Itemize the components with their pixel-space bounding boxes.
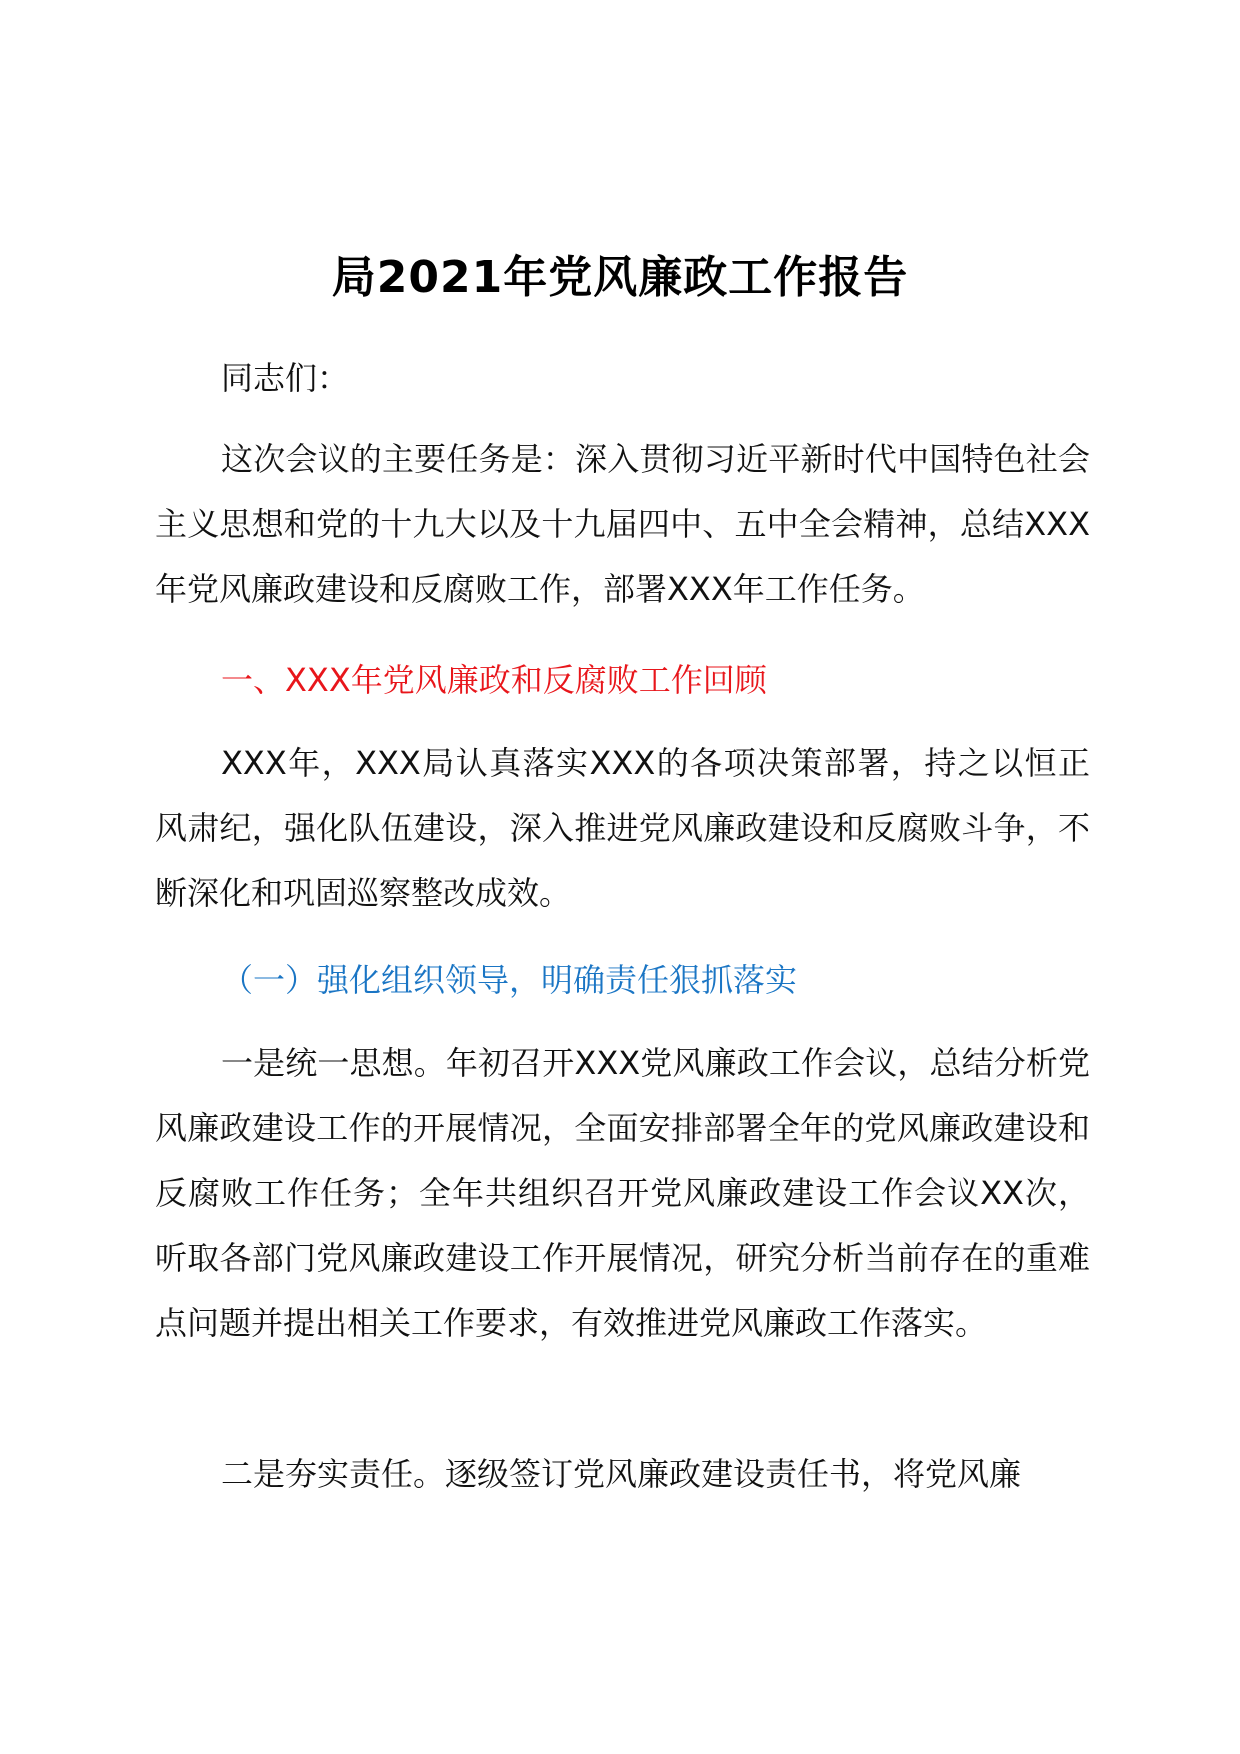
- paragraph-intro: 这次会议的主要任务是：深入贯彻习近平新时代中国特色社会主义思想和党的十九大以及十九届四中、五中全会精神，总结XXX年党风廉政建设和反腐败工作，部署XXX年工作任务。: [155, 440, 1090, 608]
- section-heading-review: 一、XXX年党风廉政和反腐败工作回顾: [221, 661, 767, 699]
- salutation: 同志们：: [221, 359, 350, 397]
- paragraph-unify-thinking: 一是统一思想。年初召开XXX党风廉政工作会议，总结分析党风廉政建设工作的开展情况，全面安排部署全年的党风廉政建设和反腐败工作任务；全年共组织召开党风廉政建设工作会议XX次，听取各部门党风廉政建设工作开展情况，研究分析当前存在的重难点问题并提出相关工作要求，有效推进党风廉政工作落实。: [155, 1044, 1090, 1342]
- paragraph-consolidate-responsibility: 二是夯实责任。逐级签订党风廉政建设责任书，将党风廉: [221, 1455, 1022, 1493]
- subsection-heading-organization: （一）强化组织领导，明确责任狠抓落实: [221, 961, 798, 999]
- document-title: 局2021年党风廉政工作报告: [331, 252, 909, 303]
- paragraph-review: XXX年，XXX局认真落实XXX的各项决策部署，持之以恒正风肃纪，强化队伍建设，深入推进党风廉政建设和反腐败斗争，不断深化和巩固巡察整改成效。: [155, 744, 1090, 912]
